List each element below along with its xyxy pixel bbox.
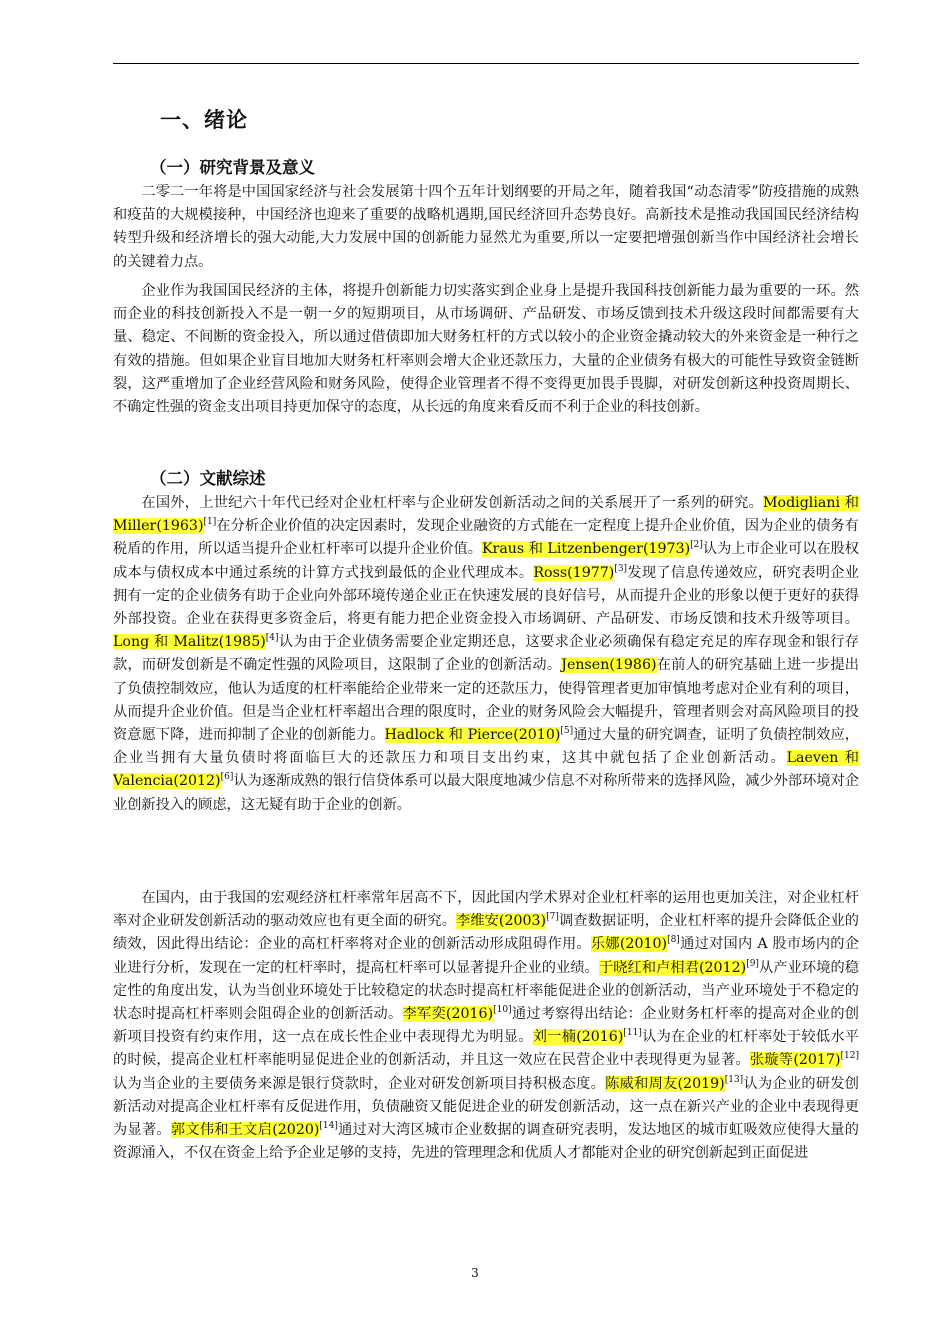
reference-number: [1] <box>203 517 217 528</box>
reference-number: [5] <box>560 726 574 737</box>
citation-highlight: Modigliani 和 Miller(1963) <box>113 495 859 535</box>
text-run: 认为在企业的杠杆率处于较低水平的时候，提高企业杠杆率能明显促进企业的创新活动，并且这一效应在民营企业中表现得更为显著。 <box>113 1029 859 1069</box>
reference-number: [8] <box>667 935 680 946</box>
citation-highlight: 张璇等(2017) <box>749 1052 841 1069</box>
reference-number: [13] <box>724 1074 744 1085</box>
text-run: 通过对国内 A 股市场内的企业进行分析，发现在一定的杠杆率时，提高杠杆率可以显著提升企业的业绩。 <box>113 936 859 976</box>
reference-number: [11] <box>623 1028 642 1039</box>
text-run: 在前人的研究基础上进一步提出了负债控制效应，他认为适度的杠杆率能给企业带来一定的还款压力，使得管理者更加审慎地考虑对企业有利的项目，从而提升企业价值。但是当企业杠杆率超出合理的限度时，企业的财务风险会大幅提升，管理者则会对高风险项目的投资意愿下降，进而抑制了企业的创新能力。 <box>113 657 859 744</box>
background-paragraph-1: 二零二一年将是中国国家经济与社会发展第十四个五年计划纲要的开局之年，随着我国“动态清零”防疫措施的成熟和疫苗的大规模接种，中国经济也迎来了重要的战略机遇期,国民经济回升态势良好。高新技术是推动我国国民经济结构转型升级和经济增长的强大动能,大力发展中国的创新能力显然尤为重要,所以一定要把增强创新当作中国经济社会增长的关键着力点。 <box>113 184 859 270</box>
literature-paragraph-foreign <box>113 492 859 817</box>
text-run: 调查数据证明，企业杠杆率的提升会降低企业的绩效，因此得出结论：企业的高杠杆率将对企业的创新活动形成阻碍作用。 <box>113 913 859 953</box>
citation-highlight: 郭文伟和王文启(2020) <box>170 1122 320 1139</box>
text-run: 通过对大湾区城市企业数据的调查研究表明，发达地区的城市虹吸效应使得大量的资源涌入，不仅在资金上给予企业足够的支持，先进的管理理念和优质人才都能对企业的研究创新起到正面促进 <box>113 1122 859 1162</box>
citation-highlight: Jensen(1986) <box>561 657 657 674</box>
chapter-heading: 一、绪论 <box>160 108 248 132</box>
text-run: 通过考察得出结论：企业财务杠杆率的提高对企业的创新项目投资有约束作用，这一点在成长性企业中表现得尤为明显。 <box>113 1006 859 1046</box>
citation-highlight: Laeven 和 Valencia(2012) <box>113 750 859 790</box>
citation-highlight: 乐娜(2010) <box>590 936 668 953</box>
literature-paragraph-domestic <box>113 887 859 1165</box>
section-heading-literature: （二）文献综述 <box>150 469 266 488</box>
reference-number: [7] <box>546 912 559 923</box>
reference-number: [9] <box>746 958 759 969</box>
reference-number: [10] <box>493 1005 512 1016</box>
citation-highlight: 陈威和周友(2019) <box>605 1075 725 1092</box>
reference-number: [12] <box>840 1051 859 1062</box>
text-run: 在国内，由于我国的宏观经济杠杆率常年居高不下，因此国内学术界对企业杠杆率的运用也更加关注，对企业杠杆率对企业研发创新活动的驱动效应也有更全面的研究。 <box>113 890 859 930</box>
reference-number: [2] <box>690 540 703 551</box>
background-paragraph-2: 企业作为我国国民经济的主体，将提升创新能力切实落实到企业身上是提升我国科技创新能力最为重要的一环。然而企业的科技创新投入不是一朝一夕的短期项目，从市场调研、产品研发、市场反馈到技术升级这段时间都需要有大量、稳定、不间断的资金投入，所以通过借债即加大财务杠杆的方式以较小的企业资金撬动较大的外来资金是一种行之有效的措施。但如果企业盲目地加大财务杠杆率则会增大企业还款压力，大量的企业债务有极大的可能性导致资金链断裂，这严重增加了企业经营风险和财务风险，使得企业管理者不得不变得更加畏手畏脚，对研发创新这种投资周期长、不确定性强的资金支出项目持更加保守的态度，从长远的角度来看反而不利于企业的科技创新。 <box>113 283 859 416</box>
page-number: 3 <box>471 1266 479 1280</box>
reference-number: [14] <box>319 1121 338 1132</box>
text-run: 在分析企业价值的决定因素时，发现企业融资的方式能在一定程度上提升企业价值，因为企业的债务有税盾的作用，所以适当提升企业杠杆率可以提升企业价值。 <box>113 518 859 558</box>
citation-highlight: 李军奕(2016) <box>402 1006 494 1023</box>
citation-highlight: Ross(1977) <box>533 564 615 581</box>
text-run: 发现了信息传递效应，研究表明企业拥有一定的企业债务有助于企业向外部环境传递企业正在快速发展的良好信号，从而提升企业的形象以便于更好的获得外部投资。企业在获得更多资金后，将更有能力把企业资金投入市场调研、产品研发、市场反馈和技术升级等项目。 <box>113 564 859 628</box>
text-run: 认为上市企业可以在股权成本与债权成本中通过系统的计算方式找到最低的企业代理成本。 <box>113 541 859 581</box>
text-run: 从产业环境的稳定性的角度出发，认为当创业环境处于比较稳定的状态时提高杠杆率能促进企业的创新活动，当产业环境处于不稳定的状态时提高杠杆率则会阻碍企业的创新活动。 <box>113 959 859 1023</box>
citation-highlight: 刘一楠(2016) <box>532 1029 624 1046</box>
text-run: 认为当企业的主要债务来源是银行贷款时，企业对研发创新项目持积极态度。 <box>113 1075 606 1092</box>
text-run: 认为逐渐成熟的银行信贷体系可以最大限度地减少信息不对称所带来的选择风险，减少外部环境对企业创新投入的顾虑，这无疑有助于企业的创新。 <box>113 773 859 813</box>
citation-highlight: Long 和 Malitz(1985) <box>113 634 266 651</box>
citation-highlight: Kraus 和 Litzenbenger(1973) <box>481 541 691 558</box>
section-heading-background: （一）研究背景及意义 <box>150 158 315 177</box>
text-run: 认为由于企业债务需要企业定期还息，这要求企业必须确保有稳定充足的库存现金和银行存款，而研发创新是不确定性强的风险项目，这限制了企业的创新活动。 <box>113 634 859 674</box>
citation-highlight: 于晓红和卢相君(2012) <box>598 959 747 976</box>
header-rule <box>113 63 859 64</box>
text-run: 在国外，上世纪六十年代已经对企业杠杆率与企业研发创新活动之间的关系展开了一系列的研究。 <box>141 495 764 511</box>
reference-number: [4] <box>265 633 279 644</box>
reference-number: [6] <box>220 772 234 783</box>
reference-number: [3] <box>614 563 628 574</box>
citation-highlight: Hadlock 和 Pierce(2010) <box>384 727 561 744</box>
citation-highlight: 李维安(2003) <box>456 913 547 930</box>
text-run: 通过大量的研究调查，证明了负债控制效应，企业当拥有大量负债时将面临巨大的还款压力和项目支出约束，这其中就包括了企业创新活动。 <box>113 727 859 767</box>
text-run: 认为企业的研发创新活动对提高企业杠杆率有反促进作用，负债融资又能促进企业的研发创新活动，这一点在新兴产业的企业中表现得更为显著。 <box>113 1075 859 1139</box>
